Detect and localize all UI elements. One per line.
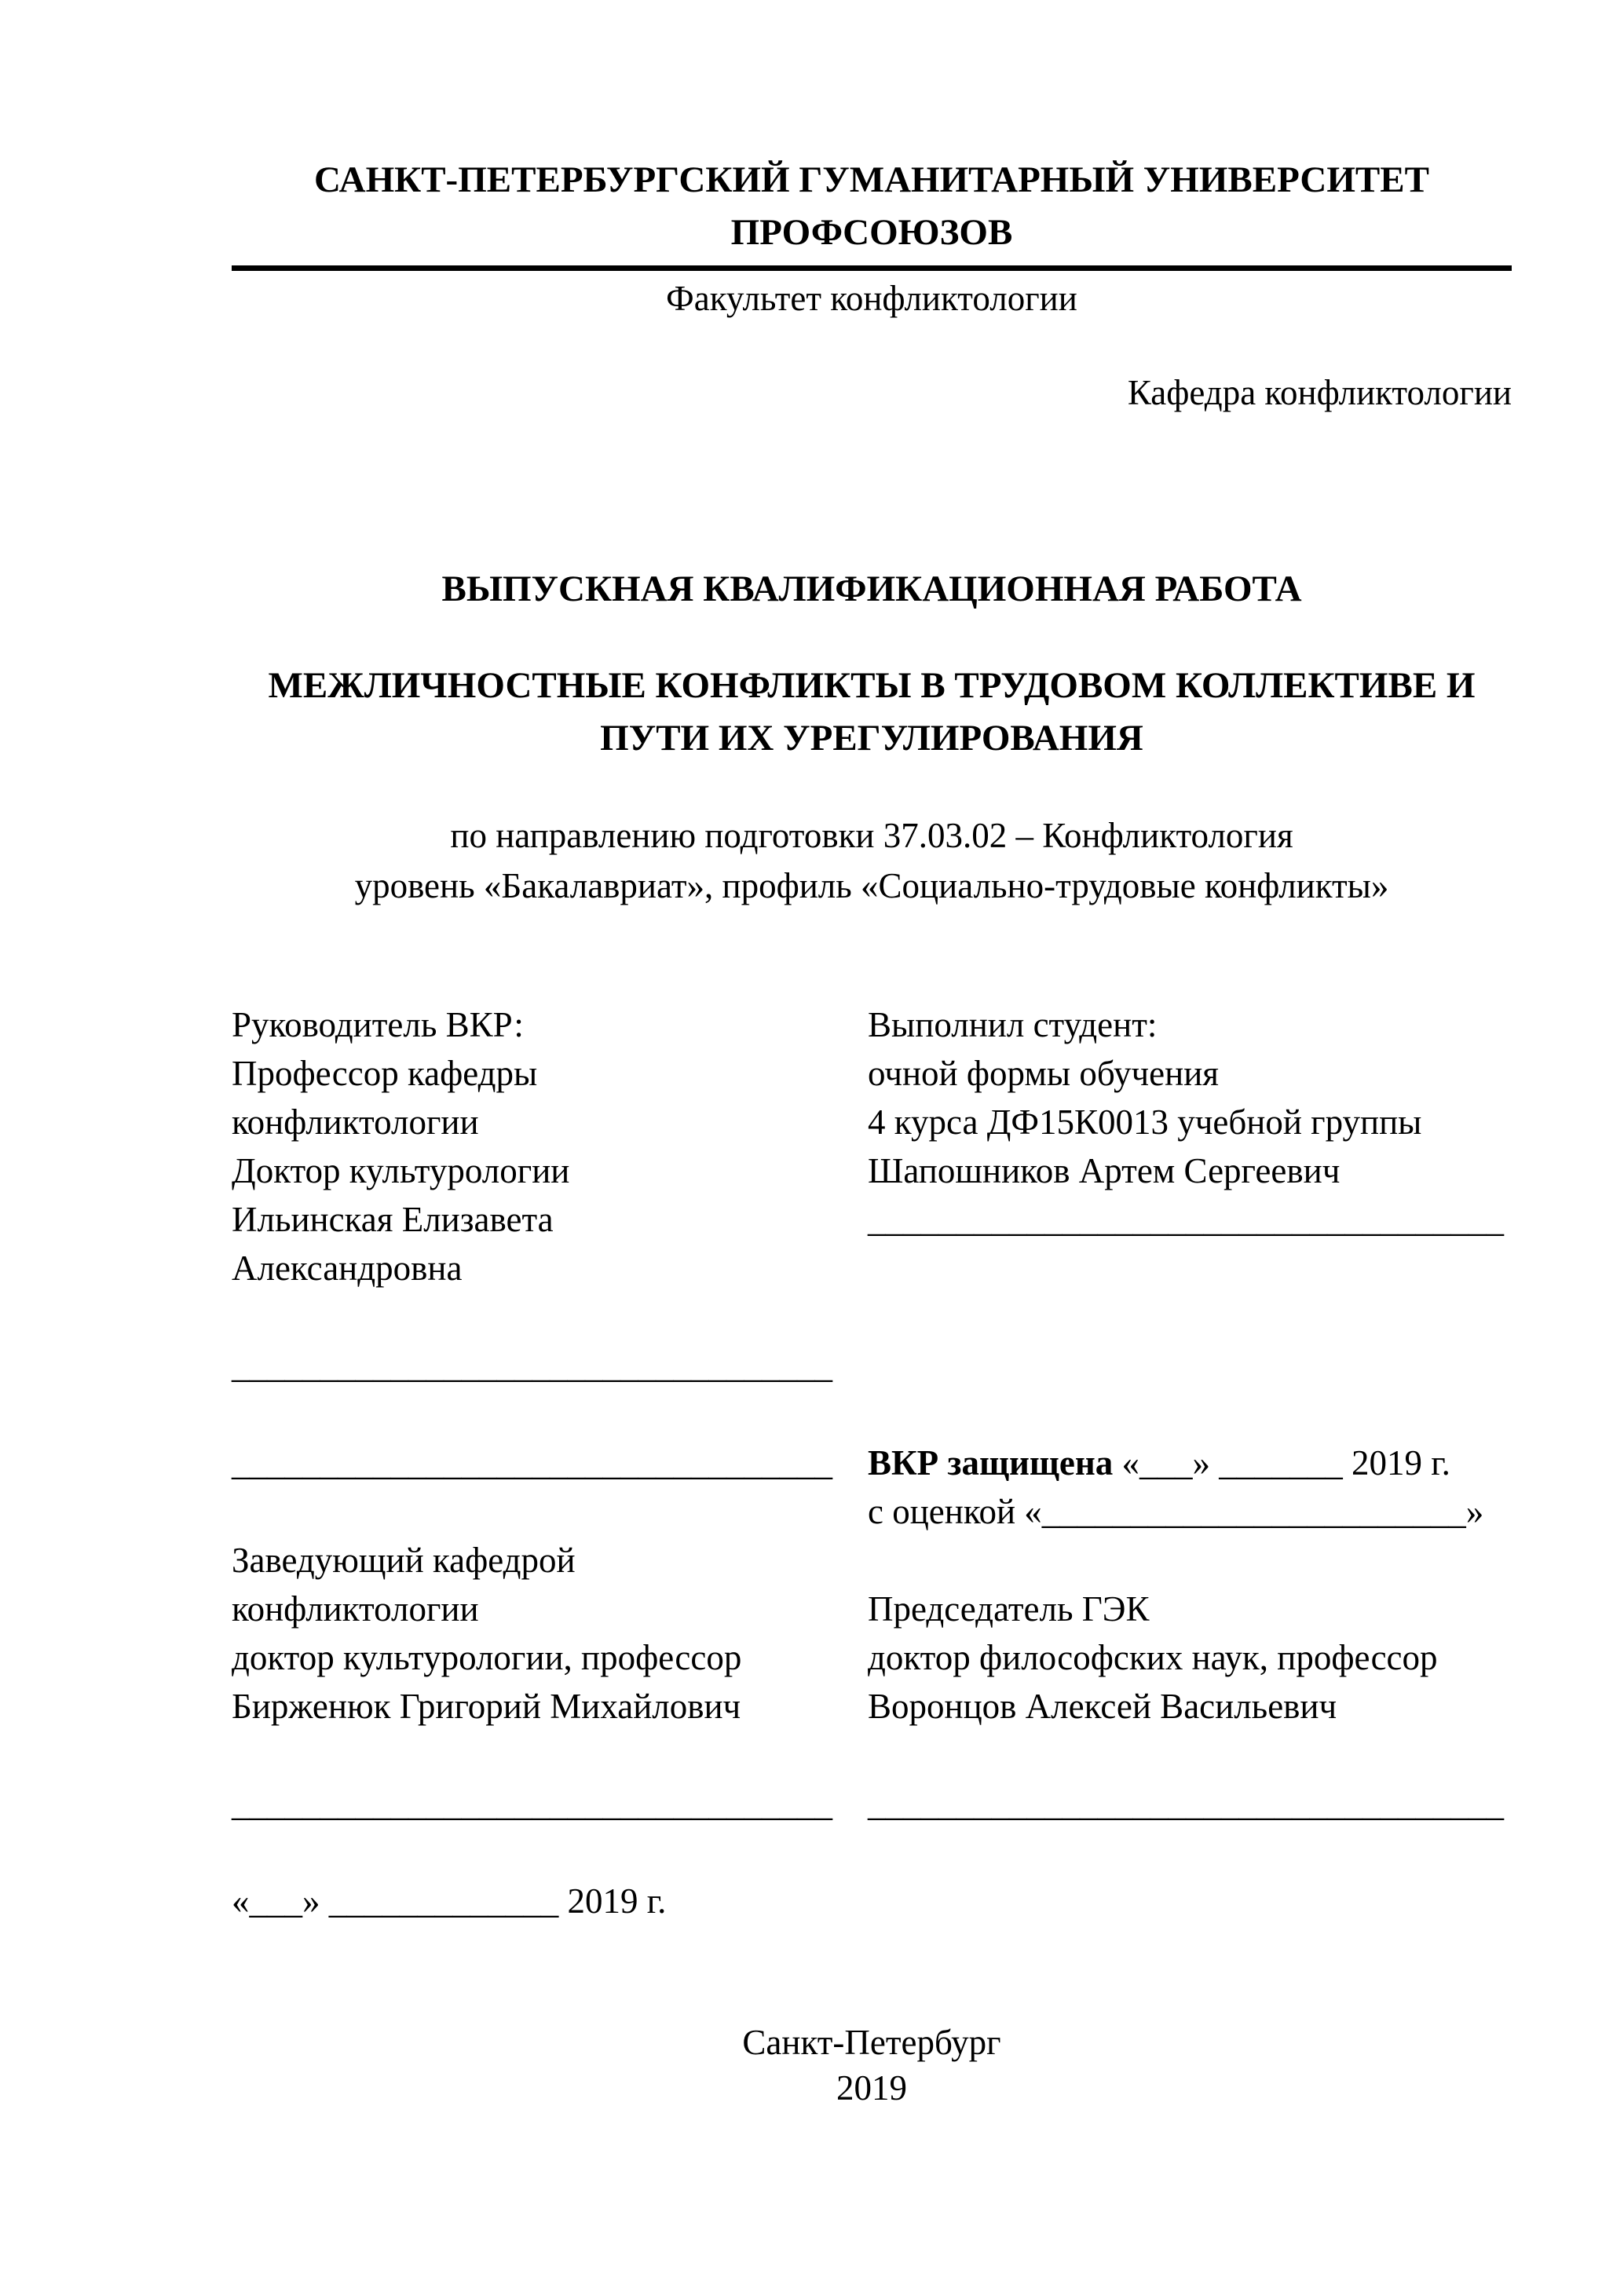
date-line: «___» _____________ 2019 г. [232,1881,667,1921]
supervisor-name-line-2: Александровна [232,1249,463,1288]
blank-line [868,1877,1512,1925]
defense-status-rest: «___» _______ 2019 г. [1113,1443,1450,1483]
defense-status-bold: ВКР защищена [868,1443,1114,1483]
date-signature-line: __________________________________ [232,1784,832,1823]
blank-line [232,1390,868,1439]
university-name-line2: ПРОФСОЮЗОВ [730,212,1013,253]
city-line: Санкт-Петербург [742,2023,1001,2062]
blank-line [868,1731,1512,1779]
department-head-name-line: Бирженюк Григорий Михайлович [232,1687,741,1726]
blank-line [232,1828,868,1877]
blank-line [868,1244,1512,1292]
supervisor-column [232,1000,868,1925]
page-content [232,0,1512,2111]
student-label-line: Выполнил студент: [868,1005,1158,1044]
blank-line [868,1390,1512,1439]
student-column [868,1000,1512,1925]
work-type-heading: ВЫПУСКНАЯ КВАЛИФИКАЦИОННАЯ РАБОТА [441,569,1302,609]
faculty-line: Факультет конфликтологии [666,279,1077,318]
supervisor-signature-line: __________________________________ [232,1346,832,1385]
department-head-department-line: конфликтологии [232,1589,479,1629]
blank-line [232,1731,868,1779]
program-level-line: уровень «Бакалавриат», профиль «Социально-трудовые конфликты» [354,866,1389,905]
grade-line: с оценкой «________________________» [868,1492,1484,1531]
supervisor-label-line: Руководитель ВКР: [232,1005,524,1044]
gek-chair-name-line: Воронцов Алексей Васильевич [868,1687,1337,1726]
signature-columns [232,1000,1512,1925]
blank-line [868,1536,1512,1585]
year-line: 2019 [836,2068,907,2108]
blank-line [868,1292,1512,1341]
program-direction-line: по направлению подготовки 37.03.02 – Конфликтология [450,816,1293,855]
head-signature-line: __________________________________ [232,1443,832,1483]
supervisor-name-line-1: Ильинская Елизавета [232,1200,554,1239]
thesis-title-line1: МЕЖЛИЧНОСТНЫЕ КОНФЛИКТЫ В ТРУДОВОМ КОЛЛЕКТИВЕ И [268,665,1476,706]
blank-line [868,1341,1512,1390]
supervisor-position-line: Профессор кафедры [232,1054,538,1093]
gek-chair-degree-line: доктор философских наук, профессор [868,1638,1438,1677]
department-line: Кафедра конфликтологии [1127,373,1512,412]
gek-chair-label-line: Председатель ГЭК [868,1589,1150,1629]
program-info [232,810,1512,911]
blank-line [868,1828,1512,1877]
supervisor-degree-line: Доктор культурологии [232,1151,570,1190]
student-signature-line: ____________________________________ [868,1200,1504,1239]
study-group-line: 4 курса ДФ15К0013 учебной группы [868,1102,1422,1142]
university-name-line1: САНКТ-ПЕТЕРБУРГСКИЙ ГУМАНИТАРНЫЙ УНИВЕРСИТЕТ [314,159,1429,200]
blank-line [232,1292,868,1341]
department-head-label-line: Заведующий кафедрой [232,1541,576,1580]
thesis-title-line2: ПУТИ ИХ УРЕГУЛИРОВАНИЯ [600,718,1143,759]
department-head-degree-line: доктор культурологии, профессор [232,1638,742,1677]
university-name [232,154,1512,259]
gek-signature-line: ____________________________________ [868,1784,1504,1823]
study-form-line: очной формы обучения [868,1054,1219,1093]
defense-status-line [868,1439,1512,1487]
header-rule [232,265,1512,271]
city-year-block [232,2020,1512,2111]
student-name-line: Шапошников Артем Сергеевич [868,1151,1341,1190]
blank-line [232,1487,868,1536]
supervisor-department-line: конфликтологии [232,1102,479,1142]
thesis-title [232,660,1512,765]
